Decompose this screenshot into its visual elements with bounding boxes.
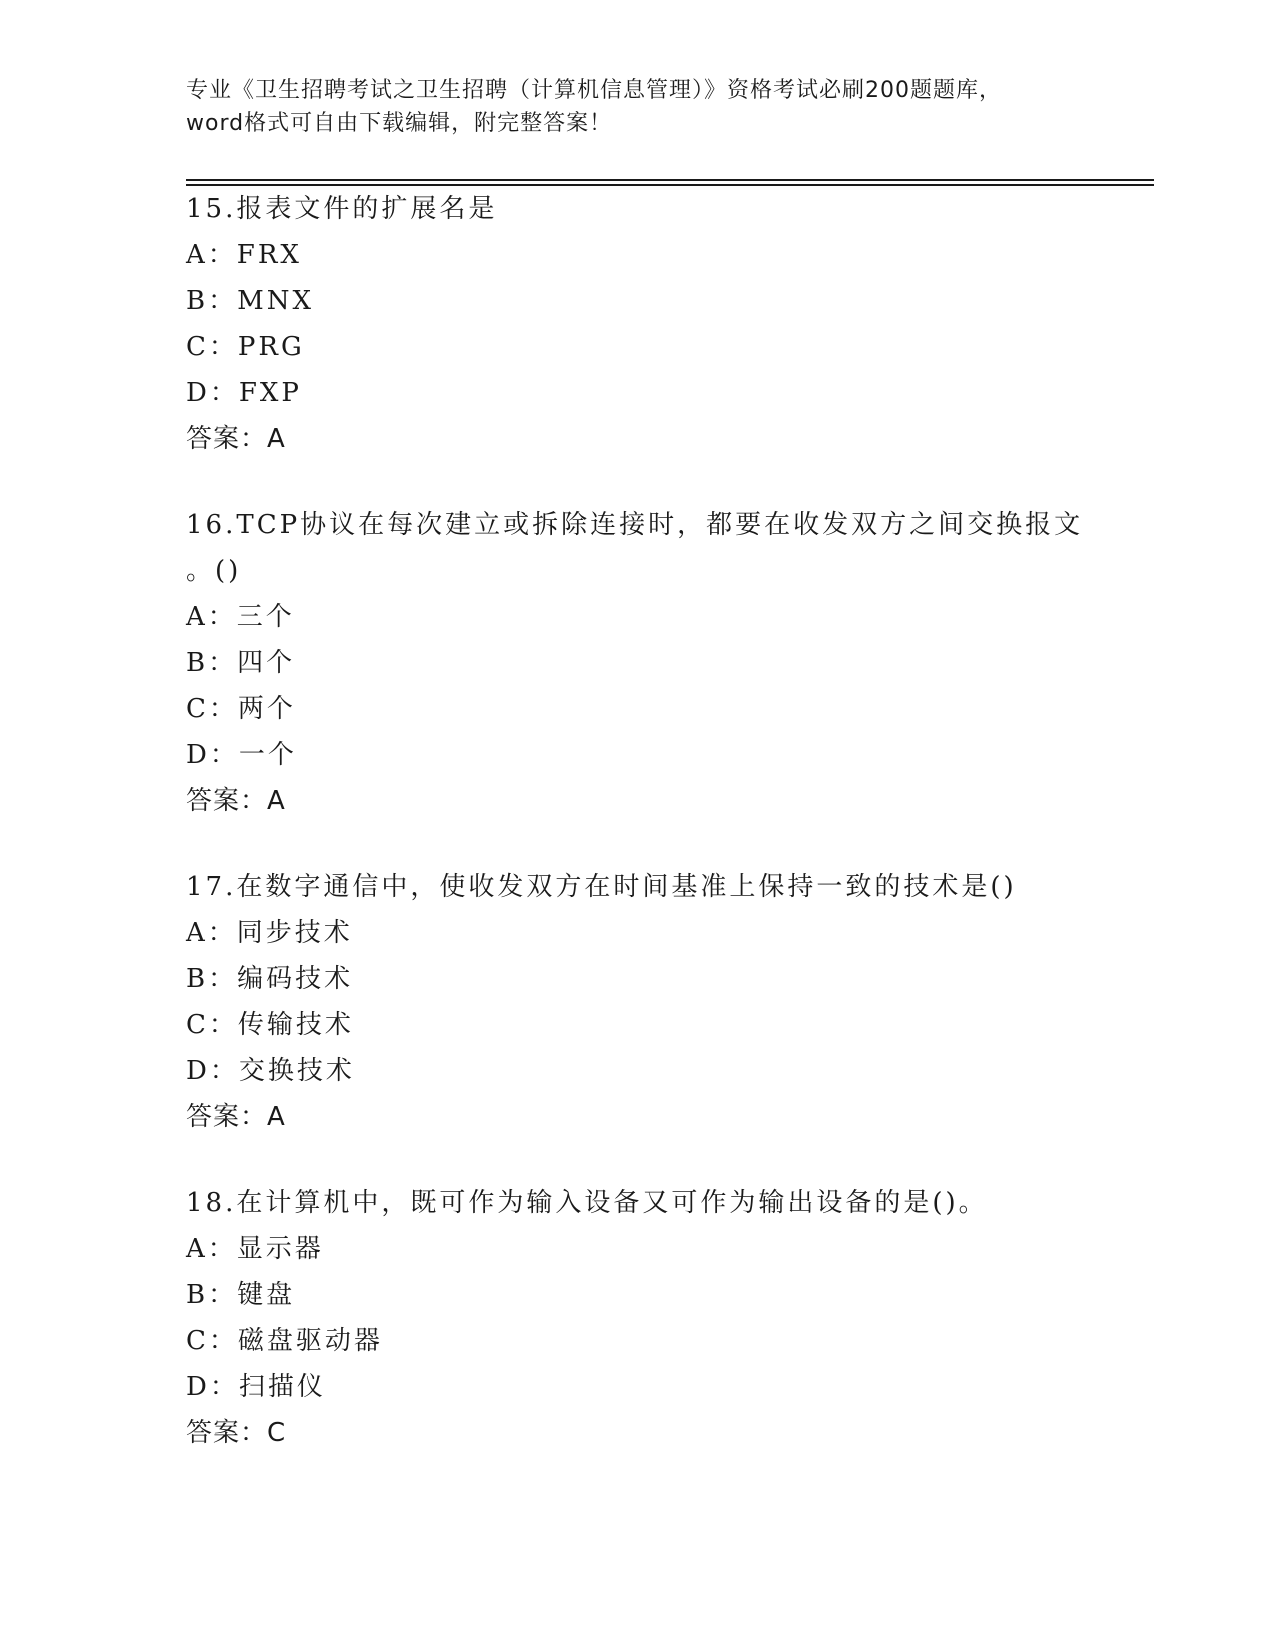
question-stem-continuation: 。() [186,556,242,586]
option-c: C：PRG [186,332,305,362]
option-a: A：三个 [186,602,295,632]
answer: 答案：A [186,424,286,454]
answer: 答案：A [186,1102,286,1132]
question-18 [186,1180,1086,1456]
document-header [186,74,1086,140]
option-c: C：传输技术 [186,1010,354,1040]
option-d: D：一个 [186,740,297,770]
option-c: C：磁盘驱动器 [186,1326,383,1356]
question-16 [186,502,1086,824]
question-stem: 16.TCP协议在每次建立或拆除连接时，都要在收发双方之间交换报文 [186,510,1084,540]
option-b: B：键盘 [186,1280,296,1310]
option-a: A：FRX [186,240,302,270]
answer: 答案：C [186,1418,287,1448]
answer: 答案：A [186,786,286,816]
option-d: D：扫描仪 [186,1372,326,1402]
option-d: D：FXP [186,378,302,408]
question-stem: 18.在计算机中，既可作为输入设备又可作为输出设备的是()。 [186,1188,988,1218]
question-stem: 17.在数字通信中，使收发双方在时间基准上保持一致的技术是() [186,872,1017,902]
option-a: A：同步技术 [186,918,353,948]
header-divider-top [186,179,1154,181]
question-15 [186,186,1086,462]
option-a: A：显示器 [186,1234,324,1264]
option-b: B：编码技术 [186,964,354,994]
option-b: B：MNX [186,286,314,316]
question-stem: 15.报表文件的扩展名是 [186,194,498,224]
header-line-1: 专业《卫生招聘考试之卫生招聘（计算机信息管理）》资格考试必刷200题题库， [186,78,1002,103]
option-b: B：四个 [186,648,296,678]
option-c: C：两个 [186,694,296,724]
option-d: D：交换技术 [186,1056,355,1086]
header-line-2: word格式可自由下载编辑，附完整答案！ [186,111,613,136]
question-17 [186,864,1086,1140]
